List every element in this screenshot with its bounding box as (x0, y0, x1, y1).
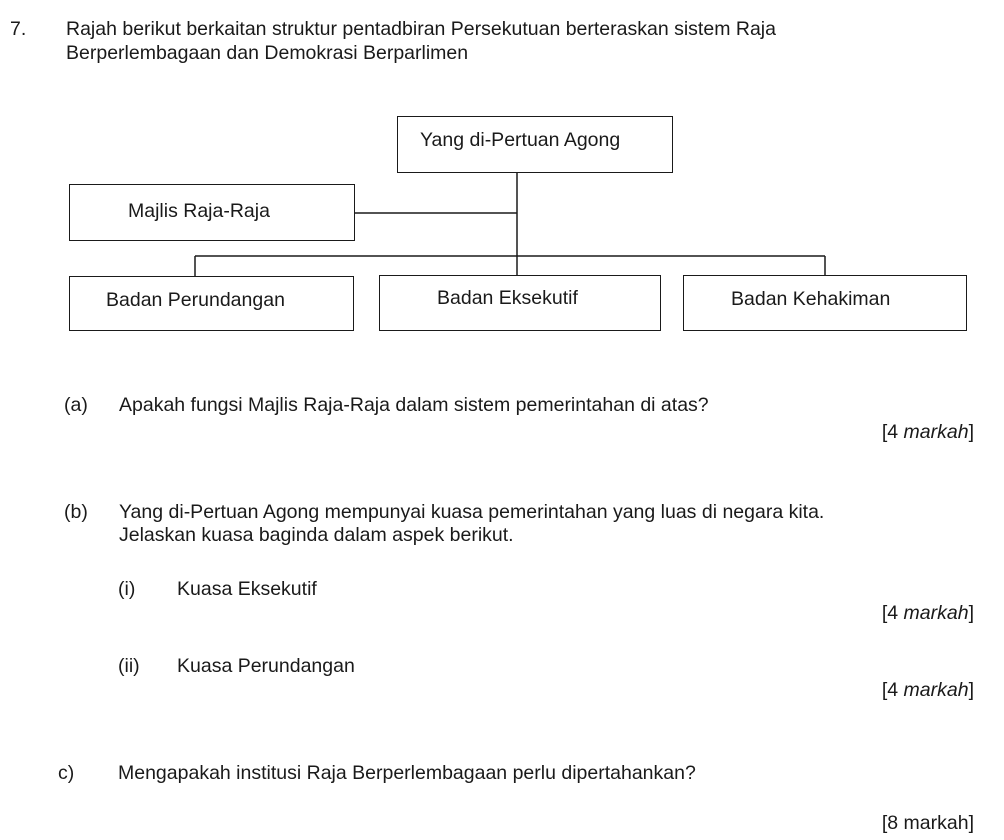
part-b-ii-text: Kuasa Perundangan (177, 655, 355, 677)
marks-word: markah (903, 679, 969, 701)
marks-open: [4 (881, 679, 904, 701)
part-b-ii-label: (ii) (118, 655, 140, 677)
question-number: 7. (10, 18, 27, 40)
box-badan-eksekutif (379, 275, 661, 331)
box-badan-perundangan (69, 276, 354, 331)
marks-open: [4 (881, 421, 904, 443)
marks-word: markah (903, 602, 969, 624)
part-b-i-marks (882, 601, 974, 625)
part-b-i-text: Kuasa Eksekutif (177, 578, 317, 600)
box-label-majlis: Majlis Raja-Raja (128, 200, 270, 222)
marks-open: [4 (881, 602, 904, 624)
marks-close: ] (968, 602, 974, 624)
box-badan-kehakiman (683, 275, 967, 331)
part-b-question-line-2: Jelaskan kuasa baginda dalam aspek berikut. (119, 524, 514, 546)
box-label-eksekutif: Badan Eksekutif (437, 287, 578, 309)
marks-close: ] (968, 421, 974, 443)
part-c-label: c) (58, 762, 75, 784)
part-b-label: (b) (64, 501, 88, 523)
part-b-ii-marks (882, 678, 974, 702)
box-majlis-raja-raja (69, 184, 355, 241)
part-c-question: Mengapakah institusi Raja Berperlembagaan perlu dipertahankan? (118, 762, 696, 784)
box-label-kehakiman: Badan Kehakiman (731, 288, 891, 310)
part-b-i-label: (i) (118, 578, 136, 600)
marks-close: ] (968, 679, 974, 701)
part-b-question-line-1: Yang di-Pertuan Agong mempunyai kuasa pemerintahan yang luas di negara kita. (119, 501, 825, 523)
part-a-question: Apakah fungsi Majlis Raja-Raja dalam sistem pemerintahan di atas? (119, 394, 709, 416)
part-c-marks: [8 markah] (881, 812, 974, 834)
question-intro-line-2: Berperlembagaan dan Demokrasi Berparlimen (66, 42, 469, 64)
box-label-agong: Yang di-Pertuan Agong (420, 129, 621, 151)
part-a-marks (882, 420, 974, 444)
marks-word: markah (903, 421, 969, 443)
box-label-perundangan: Badan Perundangan (106, 289, 285, 311)
box-yang-di-pertuan-agong (397, 116, 673, 173)
question-intro-line-1: Rajah berikut berkaitan struktur pentadbiran Persekutuan berteraskan sistem Raja (66, 18, 776, 40)
part-a-label: (a) (64, 394, 88, 416)
